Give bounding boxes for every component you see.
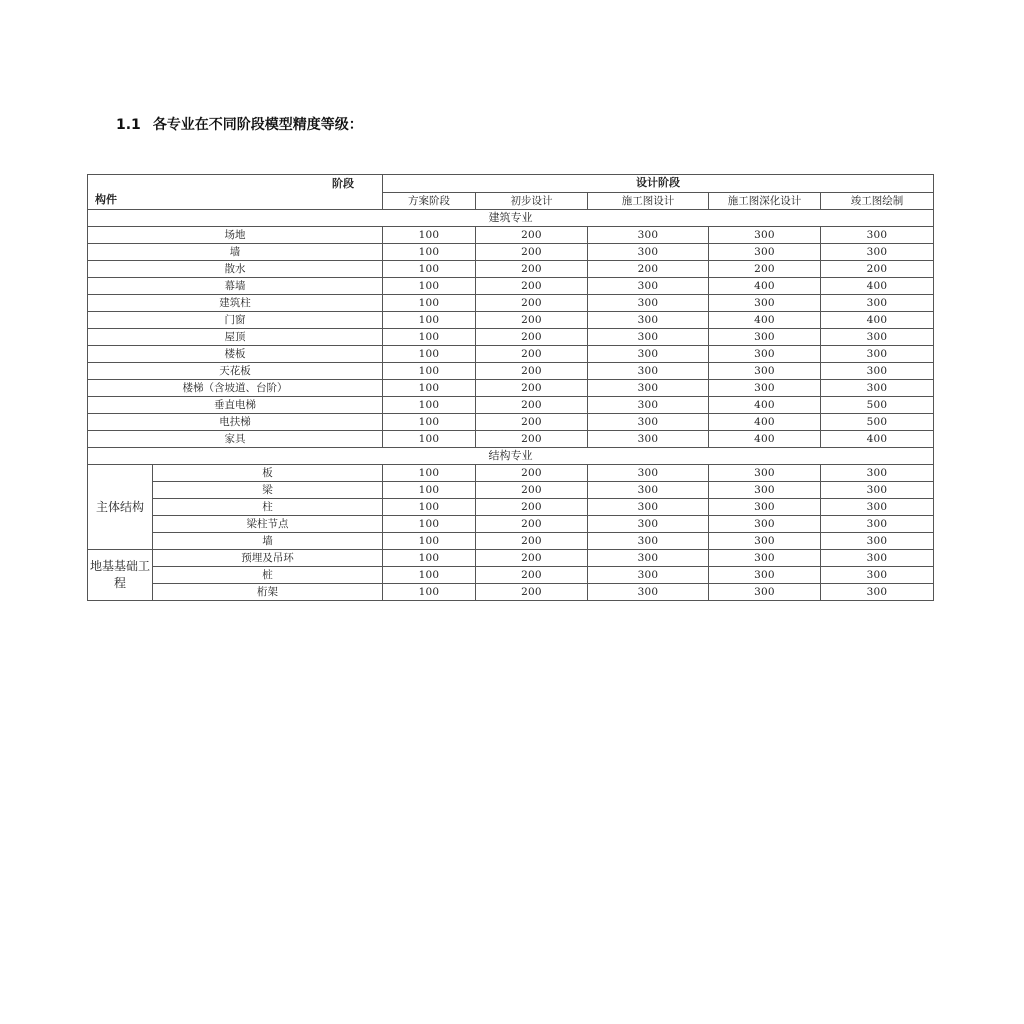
table-row [88,363,934,380]
lod-value: 400 [821,312,934,329]
table-row [88,533,934,550]
table-row [88,261,934,278]
lod-value: 300 [588,533,709,550]
stage-header: 竣工图绘制 [821,192,934,210]
lod-value: 300 [588,329,709,346]
section-title: 各专业在不同阶段模型精度等级： [152,117,363,133]
component-name: 预埋及吊环 [153,550,383,567]
lod-table [87,174,934,601]
lod-value: 500 [821,397,934,414]
lod-value: 400 [709,414,821,431]
lod-value: 200 [476,482,588,499]
lod-value: 200 [709,261,821,278]
arch-section-title: 建筑专业 [88,210,934,227]
lod-value: 200 [476,465,588,482]
stage-header: 初步设计 [476,192,588,210]
lod-value: 300 [709,227,821,244]
lod-value: 300 [588,397,709,414]
lod-value: 300 [821,295,934,312]
table-row [88,414,934,431]
stage-header: 施工图设计 [588,192,709,210]
table-row [88,516,934,533]
lod-value: 300 [709,567,821,584]
component-name: 墙 [88,244,383,261]
component-name: 门窗 [88,312,383,329]
table-row [88,312,934,329]
lod-value: 300 [821,482,934,499]
table-row [88,346,934,363]
lod-value: 200 [476,312,588,329]
lod-value: 200 [588,261,709,278]
component-name: 板 [153,465,383,482]
lod-value: 200 [476,346,588,363]
lod-value: 100 [383,397,476,414]
lod-value: 400 [709,312,821,329]
lod-value: 200 [476,278,588,295]
lod-value: 300 [709,380,821,397]
arch-section [88,210,934,448]
lod-value: 300 [821,380,934,397]
lod-value: 400 [821,431,934,448]
lod-value: 200 [476,499,588,516]
lod-value: 100 [383,244,476,261]
lod-value: 100 [383,227,476,244]
component-name: 建筑柱 [88,295,383,312]
lod-value: 400 [821,278,934,295]
lod-value: 100 [383,261,476,278]
table-row [88,244,934,261]
table-row [88,550,934,567]
lod-value: 400 [709,278,821,295]
table-row [88,380,934,397]
lod-value: 100 [383,278,476,295]
component-name: 场地 [88,227,383,244]
lod-value: 300 [588,227,709,244]
lod-value: 100 [383,380,476,397]
lod-value: 300 [821,227,934,244]
lod-value: 300 [709,499,821,516]
lod-value: 100 [383,499,476,516]
component-name: 家具 [88,431,383,448]
table-row [88,278,934,295]
group-name: 主体结构 [88,465,153,550]
lod-value: 300 [709,533,821,550]
table-row [88,431,934,448]
lod-value: 400 [709,397,821,414]
lod-value: 500 [821,414,934,431]
component-name: 屋顶 [88,329,383,346]
lod-value: 300 [821,346,934,363]
lod-value: 300 [588,414,709,431]
lod-value: 300 [709,516,821,533]
lod-value: 300 [588,431,709,448]
lod-value: 100 [383,550,476,567]
lod-value: 100 [383,414,476,431]
lod-value: 200 [476,550,588,567]
stage-header: 方案阶段 [383,192,476,210]
lod-value: 300 [709,295,821,312]
lod-value: 300 [588,584,709,601]
lod-value: 300 [709,329,821,346]
corner-component-label: 构件 [95,193,117,206]
lod-value: 200 [476,414,588,431]
lod-value: 200 [476,567,588,584]
component-name: 天花板 [88,363,383,380]
lod-value: 200 [476,244,588,261]
lod-value: 300 [709,550,821,567]
lod-value: 300 [588,346,709,363]
lod-value: 300 [588,363,709,380]
lod-value: 200 [476,261,588,278]
table-row [88,465,934,482]
lod-value: 200 [476,380,588,397]
lod-value: 100 [383,363,476,380]
table-row [88,567,934,584]
lod-value: 300 [588,567,709,584]
lod-value: 300 [588,550,709,567]
lod-value: 100 [383,482,476,499]
lod-value: 200 [476,584,588,601]
lod-value: 300 [588,516,709,533]
component-name: 散水 [88,261,383,278]
lod-value: 300 [709,584,821,601]
table-row [88,482,934,499]
corner-cell [88,175,383,210]
component-name: 柱 [153,499,383,516]
lod-value: 200 [476,329,588,346]
lod-value: 300 [588,278,709,295]
lod-value: 300 [709,482,821,499]
lod-value: 100 [383,295,476,312]
lod-value: 300 [821,584,934,601]
table-row [88,295,934,312]
lod-value: 300 [588,499,709,516]
table-row [88,397,934,414]
lod-value: 100 [383,431,476,448]
lod-value: 200 [476,397,588,414]
lod-value: 100 [383,346,476,363]
lod-value: 300 [821,499,934,516]
lod-value: 200 [476,363,588,380]
lod-value: 100 [383,584,476,601]
lod-value: 100 [383,516,476,533]
lod-value: 100 [383,533,476,550]
section-number: 1.1 [116,117,141,133]
component-name: 楼梯（含坡道、台阶） [88,380,383,397]
lod-value: 300 [821,329,934,346]
lod-value: 400 [709,431,821,448]
table-row [88,329,934,346]
lod-value: 300 [821,244,934,261]
lod-value: 300 [821,465,934,482]
lod-value: 300 [709,346,821,363]
lod-value: 100 [383,329,476,346]
component-name: 墙 [153,533,383,550]
table-row [88,584,934,601]
lod-value: 300 [821,567,934,584]
lod-value: 300 [588,482,709,499]
lod-value: 200 [821,261,934,278]
lod-value: 300 [588,465,709,482]
lod-value: 200 [476,516,588,533]
component-name: 楼板 [88,346,383,363]
lod-value: 300 [709,244,821,261]
lod-value: 100 [383,567,476,584]
lod-value: 300 [821,363,934,380]
section-heading [116,114,363,134]
lod-value: 300 [588,312,709,329]
component-name: 电扶梯 [88,414,383,431]
component-name: 桁架 [153,584,383,601]
lod-value: 300 [709,363,821,380]
table-row [88,227,934,244]
struct-section-title: 结构专业 [88,448,934,465]
lod-value: 100 [383,312,476,329]
lod-value: 300 [588,244,709,261]
struct-section [88,448,934,601]
lod-value: 300 [588,295,709,312]
design-stage-header: 设计阶段 [383,175,934,193]
table-header [88,175,934,210]
lod-value: 300 [709,465,821,482]
corner-stage-label: 阶段 [332,177,354,190]
stage-header: 施工图深化设计 [709,192,821,210]
table-row [88,499,934,516]
lod-value: 200 [476,533,588,550]
component-name: 梁 [153,482,383,499]
lod-value: 100 [383,465,476,482]
lod-value: 300 [588,380,709,397]
component-name: 桩 [153,567,383,584]
component-name: 梁柱节点 [153,516,383,533]
component-name: 幕墙 [88,278,383,295]
lod-value: 300 [821,533,934,550]
lod-value: 300 [821,550,934,567]
lod-value: 200 [476,295,588,312]
component-name: 垂直电梯 [88,397,383,414]
lod-value: 200 [476,227,588,244]
lod-value: 200 [476,431,588,448]
lod-value: 300 [821,516,934,533]
group-name: 地基基础工程 [88,550,153,601]
